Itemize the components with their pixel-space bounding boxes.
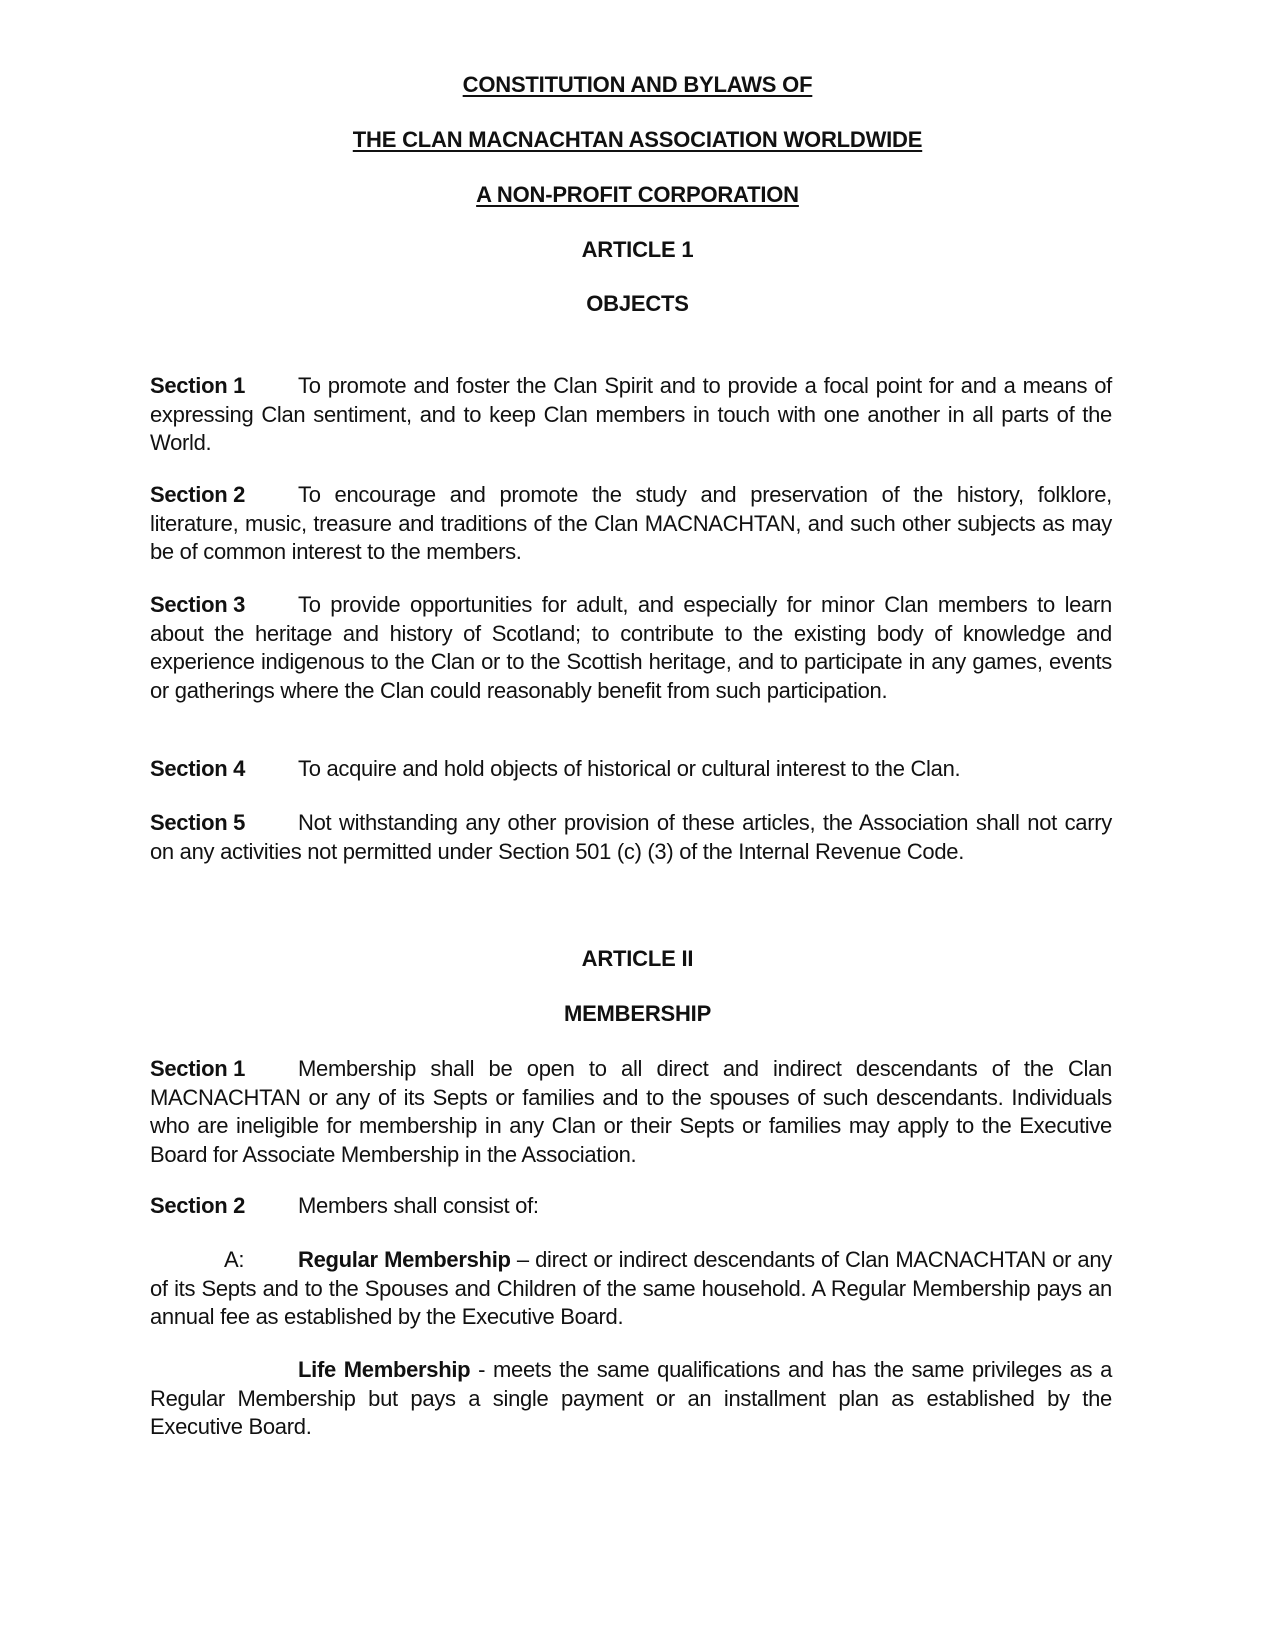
- document-title-line-2: [0, 127, 1275, 153]
- document-title-line-3: [0, 182, 1275, 208]
- article-2-section-1: [150, 1055, 1112, 1169]
- title-text: CONSTITUTION AND BYLAWS OF: [462, 72, 813, 97]
- section-text: To encourage and promote the study and preservation of the history, folklore, literature, music, treasure and traditions of the Clan MACNACHTAN, and such other subjects as may be of common interest to the members.: [150, 482, 1112, 564]
- article-1-section-2: [150, 481, 1112, 567]
- section-text: Not withstanding any other provision of these articles, the Association shall not carry on any activities not permitted under Section 501 (c) (3) of the Internal Revenue Code.: [150, 810, 1112, 864]
- section-label: Section 3: [150, 592, 246, 617]
- item-label: A:: [224, 1247, 245, 1272]
- section-label: Section 1: [150, 1056, 246, 1081]
- life-membership-paragraph: [150, 1356, 1112, 1442]
- section-label: Section 5: [150, 810, 246, 835]
- title-text: A NON-PROFIT CORPORATION: [476, 182, 799, 207]
- section-text: Members shall consist of:: [298, 1193, 539, 1218]
- regular-membership-title: Regular Membership: [298, 1247, 511, 1272]
- article-1-section-1: [150, 372, 1112, 458]
- regular-membership-text: – direct or indirect descendants of Clan MACNACHTAN or any of its Septs and to the Spouses and Children of the same household. A Regular Membership pays an annual fee as established by the Executive Board.: [150, 1247, 1112, 1329]
- article-2-heading: ARTICLE II: [581, 946, 694, 971]
- article-2-subheading: MEMBERSHIP: [563, 1001, 712, 1026]
- article-1-heading: ARTICLE 1: [581, 237, 694, 262]
- regular-membership-paragraph: [150, 1246, 1112, 1332]
- section-text: To provide opportunities for adult, and especially for minor Clan members to learn about the heritage and history of Scotland; to contribute to the existing body of knowledge and experience indigenous to the Clan or to the Scottish heritage, and to participate in any games, events or gatherings where the Clan could reasonably benefit from such participation.: [150, 592, 1112, 703]
- title-text: THE CLAN MACNACHTAN ASSOCIATION WORLDWIDE: [352, 127, 923, 152]
- section-label: Section 1: [150, 373, 246, 398]
- article-1-section-5: [150, 809, 1112, 866]
- section-text: To acquire and hold objects of historical or cultural interest to the Clan.: [298, 756, 961, 781]
- life-membership-text: - meets the same qualifications and has the same privileges as a Regular Membership but pays a single payment or an installment plan as established by the Executive Board.: [150, 1357, 1113, 1439]
- section-label: Section 2: [150, 482, 246, 507]
- section-label: Section 2: [150, 1193, 246, 1218]
- section-text: Membership shall be open to all direct and indirect descendants of the Clan MACNACHTAN or any of its Septs or families and to the spouses of such descendants. Individuals who are ineligible for membership in any Clan or their Septs or families may apply to the Executive Board for Associate Membership in the Association.: [150, 1056, 1112, 1167]
- article-1-section-4: [150, 755, 1112, 784]
- life-membership-title: Life Membership: [298, 1357, 471, 1382]
- article-1-section-3: [150, 591, 1112, 705]
- section-label: Section 4: [150, 756, 246, 781]
- section-text: To promote and foster the Clan Spirit and to provide a focal point for and a means of expressing Clan sentiment, and to keep Clan members in touch with one another in all parts of the World.: [150, 373, 1112, 455]
- article-2-section-2: [150, 1192, 1112, 1221]
- article-1-subheading: OBJECTS: [586, 291, 689, 316]
- document-title-line-1: [0, 72, 1275, 98]
